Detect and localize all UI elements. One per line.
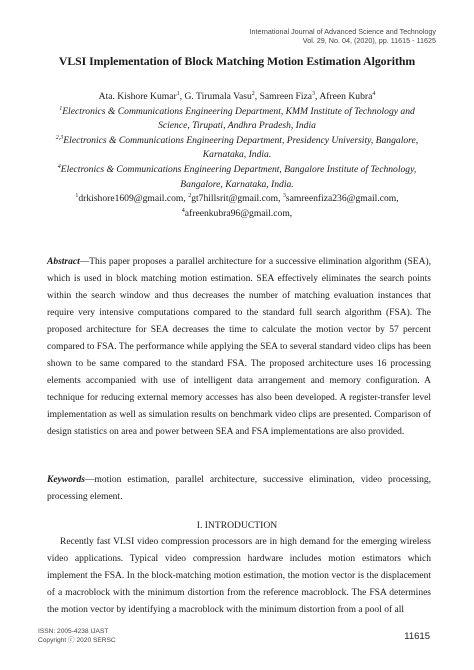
author-4-sup: 4 (372, 91, 376, 97)
affiliation-3-cont: Bangalore, Karnataka, India. (180, 178, 294, 190)
author-3-sup: 3 (312, 91, 316, 97)
emails-line-1: $^1$drkishore1609@gmail.com, $^2$gt7hillsrit@gmail.com, $^3$samreenfiza236@gmail.com, (75, 193, 399, 205)
section-heading: I. INTRODUCTION (196, 520, 278, 531)
journal-header (250, 27, 436, 45)
paper-title: VLSI Implementation of Block Matching Motion Estimation Algorithm (58, 54, 416, 68)
email-3: samreenfiza236@gmail.com, (285, 193, 399, 205)
author-4: Afreen Kubra (319, 91, 373, 102)
journal-volume: Vol. 29, No. 04, (2020), pp. 11615 - 11625 (302, 36, 436, 45)
journal-name: International Journal of Advanced Science and Technology (249, 27, 436, 36)
author-1: Ata. Kishore Kumar (98, 91, 177, 102)
email-4: afreenkubra96@gmail.com, (184, 207, 293, 219)
affiliation-3: $^4$Electronics & Communications Engineering Department, Bangalore Institute of Technology, (57, 163, 417, 175)
author-1-sup: 1 (176, 91, 180, 97)
page-number: 11615 (404, 631, 430, 642)
affiliation-2-cont: Karnataka, India. (202, 149, 272, 161)
affiliation-1-cont: Science, Tirupati, Andhra Pradesh, India (158, 120, 316, 132)
author-2: G. Tirumala Vasu (184, 91, 252, 102)
author-list: Ata. Kishore Kumar$^1$, G. Tirumala Vasu$^2$, Samreen Fiza$^3$, Afreen Kubra$^4$ (98, 91, 376, 102)
affiliation-2: $^{2,3}$Electronics & Communications Engineering Department, Presidency University, Bangalore, (55, 134, 419, 146)
abstract-label: Abstract (47, 257, 80, 267)
email-1: drkishore1609@gmail.com, (78, 193, 189, 205)
emails-line-2: $^4$afreenkubra96@gmail.com, (181, 207, 293, 219)
author-2-sup: 2 (251, 91, 255, 97)
introduction-text: Recently fast VLSI video compression processors are in high demand for the emerging wireless video applications. Typical video compression hardware includes motion estimators which implement the FSA. In the block-matching motion estimation, the motion vector is the displacement of a macroblock with the minimum distortion from the reference macroblock. The FSA determines the motion vector by identifying a macroblock with the minimum distortion from a pool of all (47, 537, 431, 615)
affiliation-1: $^1$Electronics & Communications Engineering Department, KMM Institute of Technology and (59, 105, 415, 117)
keywords (47, 472, 431, 506)
email-2: gt7hillsrit@gmail.com, (191, 193, 283, 205)
keywords-text: —motion estimation, parallel architecture, successive elimination, video processing, processing element. (47, 475, 431, 502)
abstract (47, 254, 431, 441)
copyright: Copyright ⓒ 2020 SERSC (38, 636, 116, 644)
issn: ISSN: 2005-4238 IJAST (38, 628, 109, 635)
author-block (0, 90, 474, 221)
page-footer (38, 628, 116, 645)
introduction (47, 534, 431, 619)
abstract-text: —This paper proposes a parallel architecture for a successive elimination algorithm (SEA), which is used in block matching motion estimation. SEA effectively eliminates the search points within the search window and thus decreases the number of matching evaluation instances that require very intensive computations compared to the standard full search algorithm (FSA). The proposed architecture for SEA decreases the time to calculate the motion vector by 57 percent compared to FSA. The performance while applying the SEA to several standard video clips has been shown to be same compared to the standard FSA. The proposed architecture uses 16 processing elements accompanied with use of intelligent data arrangement and memory configuration. A technique for reducing external memory accesses has also been developed. A register-transfer level implementation as well as simulation results on benchmark video clips are presented. Comparison of design statistics on area and power between SEA and FSA implementations are also provided. (47, 257, 431, 437)
keywords-label: Keywords (47, 475, 85, 485)
author-3: Samreen Fiza (259, 91, 313, 102)
